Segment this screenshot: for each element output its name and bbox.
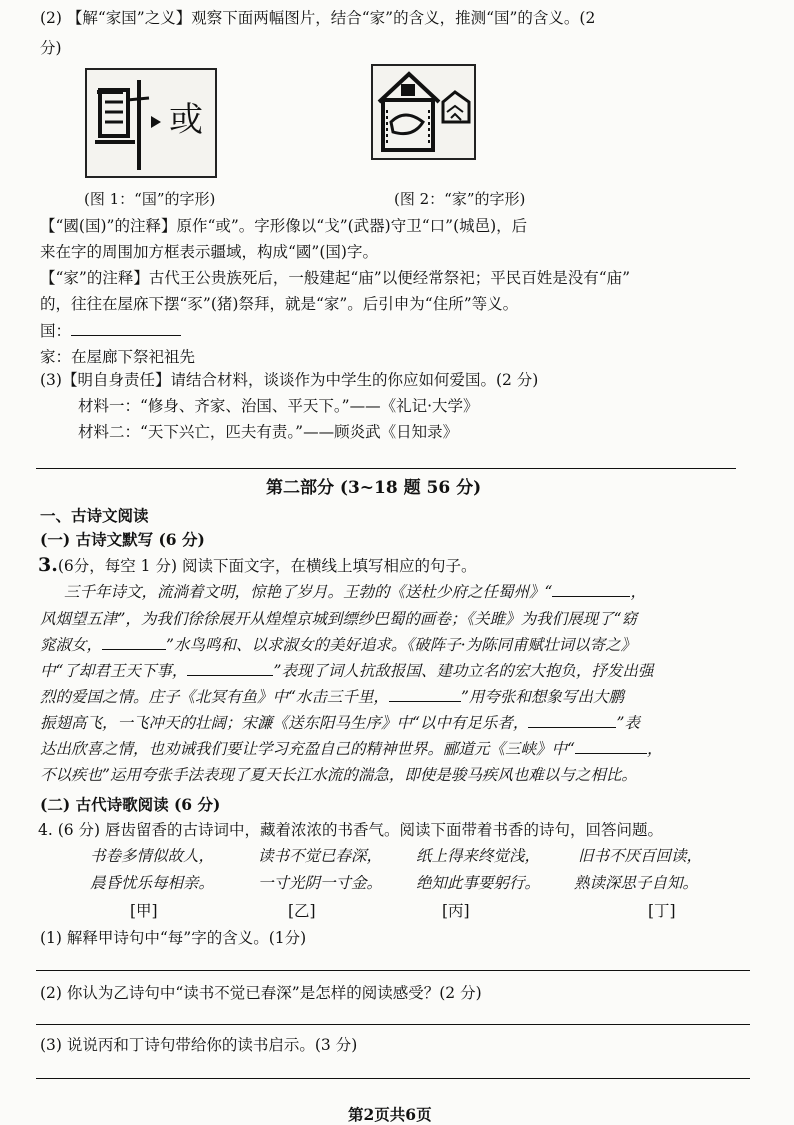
blank-5[interactable] — [528, 713, 616, 728]
passage-line-5 — [40, 687, 624, 707]
poem-ding-line1: 旧书不厌百回读， — [578, 847, 703, 865]
answer-line-q4-3[interactable] — [36, 1078, 750, 1079]
page-number: 第2页共6页 — [348, 1105, 432, 1124]
blank-2[interactable] — [102, 635, 166, 650]
q3-number: 3. — [38, 554, 58, 576]
fig2-caption: (图 2：“家”的字形) — [394, 190, 526, 208]
jia-line: 家：在屋廊下祭祀祖先 — [40, 348, 196, 366]
poem-yi-line1: 读书不觉已春深， — [258, 847, 383, 865]
answer-line-q4-1[interactable] — [36, 970, 750, 971]
answer-line-q4-2[interactable] — [36, 1024, 750, 1025]
passage-line-3 — [40, 635, 636, 655]
passage-text: 窕淑女， — [40, 636, 103, 654]
blank-3[interactable] — [187, 661, 273, 676]
section-1-title: 一、古诗文阅读 — [40, 506, 149, 525]
poem-bing-line2: 绝知此事要躬行。 — [416, 874, 541, 892]
poem-ding-tag: [丁] — [648, 902, 676, 920]
q4-2: (2) 你认为乙诗句中“读书不觉已春深”是怎样的阅读感受？(2 分) — [40, 984, 482, 1002]
passage-line-8: 不以疾也”运用夸张手法表现了夏天长江水流的湍急，即使是骏马疾风也难以与之相比。 — [40, 766, 637, 784]
fig1-glyph-char: 或 — [169, 100, 203, 140]
material-1: 材料一：“修身、齐家、治国、平天下。”——《礼记·大学》 — [78, 397, 479, 415]
poem-jia-line2: 晨昏忧乐每相亲。 — [90, 874, 215, 892]
passage-text: ， — [646, 740, 663, 758]
q4-stem: 4. (6 分) 唇齿留香的古诗词中，藏着浓浓的书香气。阅读下面带着书香的诗句，回答问题。 — [38, 821, 664, 839]
note-guo-line2: 来在字的周围加方框表示疆域，构成“國”(国)字。 — [40, 243, 378, 261]
passage-text: ”表现了词人抗敌报国、建功立名的宏大抱负，抒发出强 — [273, 662, 654, 680]
passage-text: ， — [630, 583, 646, 601]
guo-answer-row — [40, 321, 181, 341]
blank-6[interactable] — [575, 739, 647, 754]
passage-text: ”用夸张和想象写出大鹏 — [460, 688, 624, 706]
q4-3: (3) 说说丙和丁诗句带给你的读书启示。(3 分) — [40, 1036, 358, 1054]
note-jia-line2: 的，往往在屋庥下摆“豕”(猪)祭拜，就是“家”。后引申为“住所”等义。 — [40, 295, 519, 313]
jia-ancient-glyph-icon — [373, 66, 474, 158]
part2-title: 第二部分 (3~18 题 56 分) — [266, 478, 482, 498]
note-guo-line1: 【“國(国)”的注释】原作“或”。字形像以“戈”(武器)守卫“口”(城邑)，后 — [40, 217, 528, 235]
poem-jia-tag: [甲] — [130, 902, 158, 920]
passage-line-4 — [40, 661, 653, 681]
q3-stem: (6分，每空 1 分) 阅读下面文字，在横线上填写相应的句子。 — [57, 557, 477, 575]
q2-stem-cont: 分) — [40, 39, 62, 57]
passage-text: 三千年诗文，流淌着文明，惊艳了岁月。王勃的《送杜少府之任蜀州》“ — [64, 583, 553, 601]
passage-text: 中“了却君王天下事， — [40, 662, 188, 680]
passage-text: ”水鸟鸣和、以求淑女的美好追求。《破阵子·为陈同甫赋壮词以寄之》 — [166, 636, 637, 654]
guo-answer-blank[interactable] — [71, 321, 181, 336]
q2-stem: (2) 【解“家国”之义】观察下面两幅图片，结合“家”的含义，推测“国”的含义。(2 — [40, 9, 596, 27]
passage-line-1 — [64, 582, 646, 602]
passage-line-2: 风烟望五津”，为我们徐徐展开从煌煌京城到缥纱巴蜀的画卷；《关雎》为我们展现了“窈 — [40, 610, 638, 628]
answer-line[interactable] — [36, 468, 736, 469]
subsection-1-title: (一) 古诗文默写 (6 分) — [40, 530, 205, 549]
blank-1[interactable] — [552, 582, 630, 597]
passage-text: 烈的爱国之情。庄子《北冥有鱼》中“水击三千里， — [40, 688, 389, 706]
material-2: 材料二：“天下兴亡，匹夫有责。”——顾炎武《日知录》 — [78, 423, 459, 441]
passage-line-6 — [40, 713, 640, 733]
fig1-caption: (图 1：“国”的字形) — [84, 190, 216, 208]
blank-4[interactable] — [389, 687, 461, 702]
poem-bing-tag: [丙] — [442, 902, 470, 920]
poem-bing-line1: 纸上得来终觉浅， — [416, 847, 541, 865]
note-jia-line1: 【“家”的注释】古代王公贵族死后，一般建起“庙”以便经常祭祀；平民百姓是没有“庙” — [40, 269, 631, 287]
figure-jia-glyph — [371, 64, 476, 160]
poem-yi-tag: [乙] — [288, 902, 316, 920]
poem-yi-line2: 一寸光阴一寸金。 — [258, 874, 383, 892]
q4-1: (1) 解释甲诗句中“每”字的含义。(1分) — [40, 929, 307, 947]
figure-guo-glyph — [85, 68, 217, 178]
poem-jia-line1: 书卷多情似故人， — [90, 847, 215, 865]
q3-stem-row — [38, 555, 476, 576]
q2-3-stem: (3)【明自身责任】请结合材料，谈谈作为中学生的你应如何爱国。(2 分) — [40, 371, 539, 389]
passage-text: 振翅高飞，一飞冲天的壮阔；宋濂《送东阳马生序》中“以中有足乐者， — [40, 714, 529, 732]
passage-line-7 — [40, 739, 662, 759]
subsection-2-title: (二) 古代诗歌阅读 (6 分) — [40, 795, 221, 814]
poem-ding-line2: 熟读深思子自知。 — [574, 874, 699, 892]
passage-text: ”表 — [616, 714, 640, 732]
passage-text: 达出欣喜之情，也劝诫我们要让学习充盈自己的精神世界。郦道元《三峡》中“ — [40, 740, 575, 758]
guo-label: 国： — [40, 322, 72, 340]
